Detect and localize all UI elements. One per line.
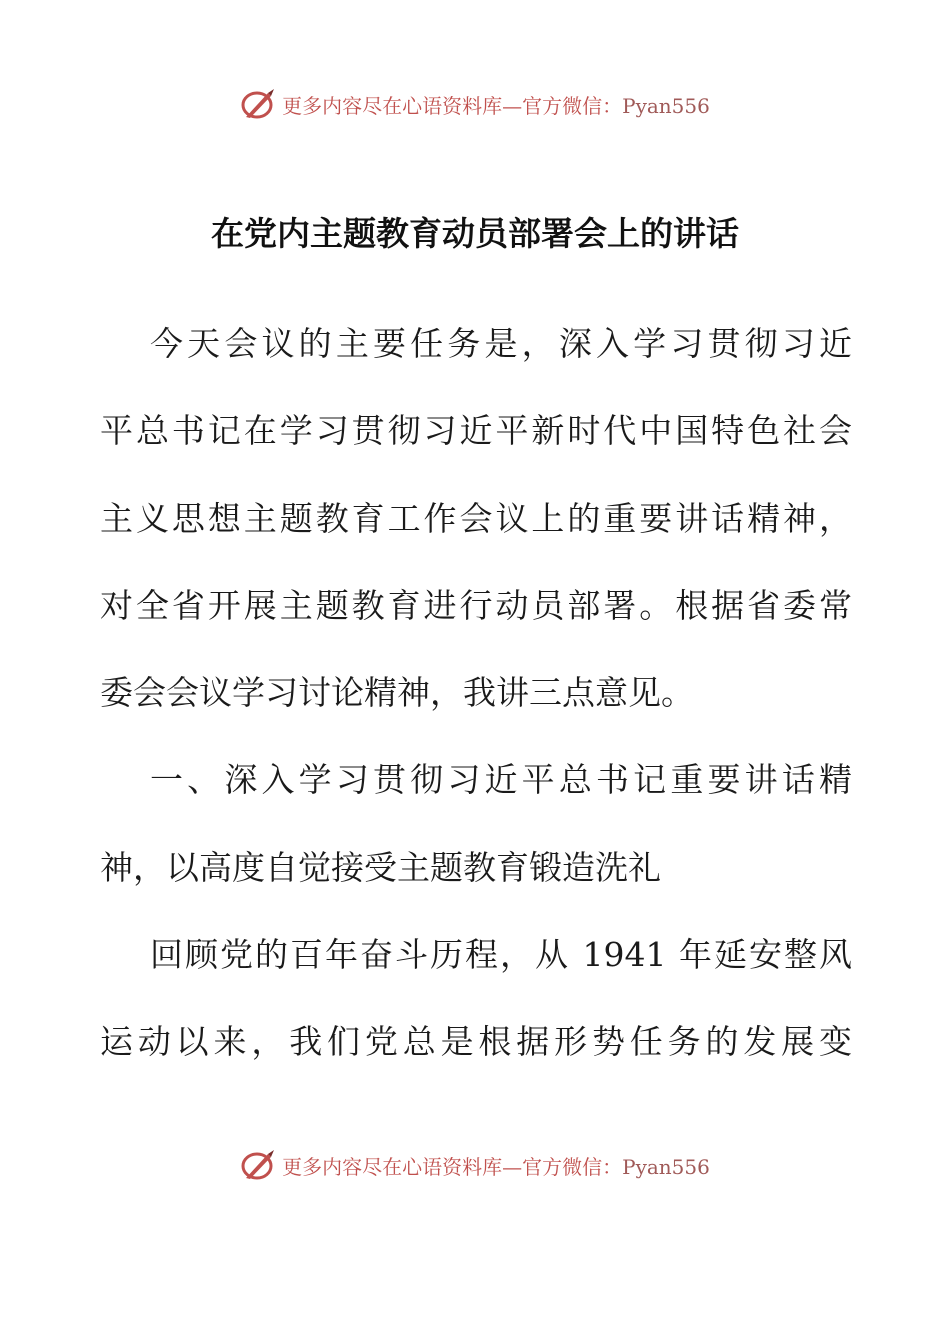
header-banner	[0, 84, 950, 124]
body-line: 对全省开展主题教育进行动员部署。根据省委常	[100, 585, 852, 625]
header-wechat-id: Pyan556	[622, 93, 710, 118]
body-line: 今天会议的主要任务是，深入学习贯彻习近	[150, 324, 852, 363]
body-line: 运动以来，我们党总是根据形势任务的发展变	[100, 1022, 852, 1062]
document-title: 在党内主题教育动员部署会上的讲话	[211, 214, 739, 253]
quill-pen-logo-icon	[240, 87, 276, 121]
section-heading-line: 一、深入学习贯彻习近平总书记重要讲话精	[150, 760, 852, 800]
body-line: 委会会议学习讨论精神，我讲三点意见。	[100, 673, 694, 713]
quill-pen-logo-icon	[240, 1148, 276, 1182]
footer-banner-text: 更多内容尽在心语资料库—官方微信：Pyan556	[282, 1154, 710, 1179]
header-banner-text: 更多内容尽在心语资料库—官方微信：Pyan556	[282, 93, 710, 118]
section-heading-line: 神，以高度自觉接受主题教育锻造洗礼	[100, 847, 661, 887]
body-line: 平总书记在学习贯彻习近平新时代中国特色社会	[100, 411, 852, 451]
document-body	[100, 300, 852, 1086]
footer-banner	[0, 1145, 950, 1185]
body-line: 主义思想主题教育工作会议上的重要讲话精神，	[100, 498, 852, 538]
footer-wechat-id: Pyan556	[622, 1154, 710, 1179]
body-line: 回顾党的百年奋斗历程，从 1941 年延安整风	[150, 935, 852, 975]
